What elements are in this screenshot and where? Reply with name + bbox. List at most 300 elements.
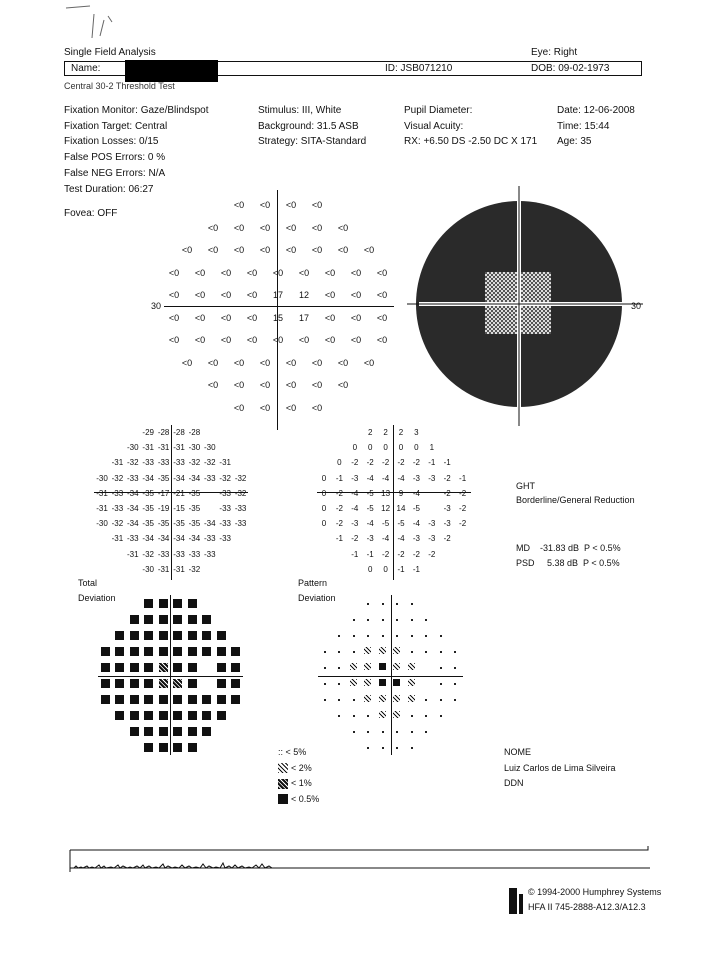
fovea-status: Fovea: OFF [64,208,118,219]
probability-dot [367,635,369,637]
probability-dot [396,619,398,621]
probability-square [188,727,197,736]
probability-square [144,679,153,688]
threshold-value: <0 [376,335,388,345]
probability-dot [338,635,340,637]
patient-dob: DOB: 09-02-1973 [531,63,610,74]
probability-dot [338,715,340,717]
param-line: Fixation Losses: 0/15 [64,136,159,148]
total-deviation-value: -35 [142,504,154,513]
threshold-value: <0 [298,267,310,278]
grayscale-plot [407,186,647,426]
symbol-2pct-icon [278,763,288,773]
threshold-value: <0 [324,290,336,300]
probability-dot [367,619,369,621]
total-deviation-value: -32 [234,473,247,483]
probability-square [217,647,226,656]
probability-square [159,663,168,672]
param-line: Date: 12-06-2008 [557,105,635,116]
total-deviation-value: -34 [127,488,139,498]
probability-square [350,663,357,670]
probability-square [379,695,386,702]
pattern-deviation-value: -2 [397,549,405,559]
probability-square [364,663,371,670]
note-line: NOME [504,747,531,757]
probability-legend [278,745,319,807]
pattern-deviation-probability-map [318,595,468,755]
pattern-deviation-value: -1 [443,458,451,468]
total-deviation-value: -34 [188,473,201,483]
params-mid [258,103,366,150]
threshold-value: <0 [220,290,232,300]
ght-value: Borderline/General Reduction [516,495,635,505]
probability-dot [353,731,355,733]
param-line: False POS Errors: 0 % [64,152,166,164]
probability-square [130,647,139,656]
threshold-value: <0 [207,380,219,390]
total-deviation-value: -33 [157,549,170,559]
probability-dot [396,731,398,733]
probability-dot [396,747,398,749]
probability-dot [440,699,442,701]
probability-dot [411,603,413,605]
total-deviation-value: -32 [111,519,124,529]
probability-square [159,647,168,656]
threshold-value: <0 [350,290,362,300]
param-line: Visual Acuity: [404,120,464,132]
probability-dot [411,635,413,637]
probability-dot [353,619,355,621]
total-deviation-value: -32 [234,488,247,498]
probability-dot [324,699,326,701]
pattern-deviation-value: -2 [382,549,390,559]
threshold-value: <0 [168,335,180,345]
pattern-deviation-value: -3 [428,519,436,529]
pattern-deviation-value: -2 [397,458,405,468]
pattern-deviation-value: -4 [412,519,420,529]
pattern-deviation-value: -2 [351,458,359,468]
pattern-deviation-value: -2 [443,488,451,498]
pattern-deviation-value: -5 [412,504,420,513]
brand-bar-2 [519,894,523,914]
footer-model: HFA II 745-2888-A12.3/A12.3 [528,902,646,912]
total-deviation-value: -35 [188,519,201,529]
probability-dot [440,635,442,637]
probability-square [202,631,211,640]
redaction-box [125,60,218,82]
total-deviation-value: -33 [127,534,139,544]
threshold-value: <0 [194,335,206,345]
pattern-deviation-value: 0 [398,443,404,453]
threshold-value: <0 [168,290,180,300]
total-deviation-value: -34 [142,473,154,483]
total-deviation-value: -34 [173,473,185,483]
threshold-value: 15 [272,312,283,323]
total-deviation-value: -32 [204,458,216,468]
patient-id: ID: JSB071210 [385,63,453,74]
legend-text: < 1% [291,778,312,788]
probability-square [217,679,226,688]
threshold-value: <0 [298,335,310,345]
probability-dot [411,731,413,733]
eye-label: Eye: Right [531,47,578,58]
pattern-deviation-value: 0 [414,443,419,453]
axis-label-right: 30 [631,301,642,311]
total-deviation-value: -32 [127,458,139,468]
legend-item [278,761,319,777]
probability-square [173,695,182,704]
param-line: Background: 31.5 ASB [258,120,359,132]
probability-square [115,663,124,672]
pattern-deviation-value: 0 [367,443,373,453]
total-deviation-value: -33 [142,458,154,468]
probability-dot [425,731,427,733]
probability-square [130,615,139,624]
param-line: Test Duration: 06:27 [64,183,154,195]
probability-square [101,679,110,688]
probability-square [115,711,124,720]
probability-square [188,679,197,688]
probability-square [173,647,182,656]
threshold-value: <0 [376,290,388,300]
threshold-value: <0 [233,380,245,390]
total-deviation-value: -17 [157,488,170,498]
probability-square [188,599,197,608]
probability-dot [382,603,384,605]
total-deviation-value: -30 [96,519,108,529]
probability-square [173,679,182,688]
probability-square [188,743,197,752]
pattern-deviation-value: 2 [367,428,373,437]
pattern-deviation-value: -3 [412,534,420,544]
threshold-value: <0 [350,312,362,323]
total-deviation-value: -31 [96,488,108,498]
total-deviation-value: -33 [219,534,231,544]
probability-square [364,647,371,654]
param-line: RX: +6.50 DS -2.50 DC X 171 [404,136,538,148]
pattern-deviation-value: -4 [351,488,359,498]
total-deviation-value: -34 [127,504,139,513]
pattern-deviation-value: 0 [383,443,388,453]
pattern-deviation-value [424,501,440,516]
probability-square [130,727,139,736]
probability-square [408,663,415,670]
total-deviation-value: -34 [127,519,139,529]
probability-square [202,711,211,720]
probability-square [144,695,153,704]
threshold-value: <0 [220,312,232,323]
name-label: Name: [71,63,101,74]
params-right [404,103,537,150]
probability-dot [382,619,384,621]
pattern-deviation-value: -2 [335,504,343,513]
tp-axis-v [170,595,171,755]
pattern-deviation-value: -3 [351,519,359,529]
pattern-deviation-value: 12 [381,504,391,513]
pattern-deviation-value: -2 [382,458,390,468]
probability-square [364,695,371,702]
probability-square [408,695,415,702]
total-deviation-value: -30 [142,564,154,574]
pattern-deviation-value: -1 [366,549,374,559]
pattern-deviation-value: 3 [414,428,419,437]
probability-dot [367,715,369,717]
threshold-value: <0 [194,267,206,278]
notes [504,745,616,792]
total-deviation-value: -35 [173,519,185,529]
label-line: Total [78,578,98,588]
threshold-value: <0 [233,402,245,413]
total-deviation-value: -34 [157,534,170,544]
probability-dot [367,747,369,749]
total-deviation-probability-map [98,595,248,755]
probability-dot [440,651,442,653]
probability-square [101,695,110,704]
total-deviation-value: -35 [188,488,201,498]
probability-square [231,695,240,704]
total-deviation-value: -31 [127,549,139,559]
threshold-value: <0 [207,245,219,255]
probability-square [188,631,197,640]
pattern-deviation-value: -2 [459,519,467,529]
probability-dot [454,683,456,685]
probability-square [159,615,168,624]
probability-square [173,631,182,640]
total-deviation-value: -28 [173,428,185,437]
total-deviation-value: -33 [234,519,247,529]
total-deviation-value: -31 [157,443,170,453]
threshold-value: <0 [259,200,271,210]
pattern-deviation-value: -2 [443,473,451,483]
total-deviation-value: -31 [111,534,124,544]
pattern-deviation-value: -1 [459,473,467,483]
brand-bar [509,888,517,914]
probability-square [393,647,400,654]
pattern-deviation-value: -4 [397,473,405,483]
total-deviation-value: -31 [173,564,185,574]
pattern-deviation-value: -4 [382,534,390,544]
probability-dot [353,715,355,717]
pattern-deviation-value: 14 [396,504,406,513]
total-deviation-value: -34 [204,519,216,529]
probability-square [188,647,197,656]
threshold-value: <0 [233,245,245,255]
threshold-value: <0 [194,312,206,323]
total-deviation-numeric [94,425,264,585]
pattern-deviation-value: 0 [321,504,327,513]
legend-item [278,745,319,761]
total-deviation-value: -31 [173,443,185,453]
probability-dot [367,603,369,605]
threshold-value: <0 [259,380,271,390]
probability-square [101,663,110,672]
probability-dot [454,699,456,701]
probability-square [159,695,168,704]
pattern-deviation-value: -1 [428,458,436,468]
probability-square [130,695,139,704]
pattern-deviation-value: -1 [351,549,359,559]
total-deviation-value [202,501,218,516]
total-deviation-value: -33 [219,488,231,498]
probability-square [130,711,139,720]
pattern-deviation-value: -2 [443,534,451,544]
threshold-value: 17 [298,312,309,323]
threshold-value: <0 [311,245,323,255]
threshold-value: <0 [207,357,219,368]
threshold-value: <0 [311,402,323,413]
probability-square [173,743,182,752]
probability-square [408,679,415,686]
threshold-value: <0 [350,335,362,345]
total-deviation-value: -35 [157,519,170,529]
threshold-value: <0 [220,335,232,345]
probability-square [144,727,153,736]
threshold-axis-h [164,306,394,307]
threshold-value: <0 [246,290,258,300]
footer-copyright: © 1994-2000 Humphrey Systems [528,887,662,897]
probability-square [231,647,240,656]
total-deviation-value: -34 [142,534,154,544]
total-deviation-value: -30 [96,473,108,483]
pattern-deviation-value: 0 [352,443,358,453]
threshold-value: <0 [285,245,297,255]
probability-square [159,599,168,608]
total-deviation-value: -33 [111,488,124,498]
probability-square [173,599,182,608]
threshold-value: <0 [181,357,193,368]
probability-dot [454,651,456,653]
threshold-value: <0 [285,380,297,390]
total-deviation-value [202,486,218,501]
probability-square [130,679,139,688]
pattern-deviation-value: -3 [428,534,436,544]
total-deviation-value: -35 [188,504,201,513]
threshold-value: <0 [337,380,349,390]
total-deviation-value: -32 [111,473,124,483]
probability-square [379,711,386,718]
total-deviation-value: -33 [204,534,216,544]
pattern-deviation-value: -5 [366,488,374,498]
threshold-value: <0 [233,200,245,210]
probability-square [188,695,197,704]
pattern-deviation-value: 0 [383,564,388,574]
gaze-tracking-trace [60,838,660,884]
total-deviation-value: -32 [219,473,231,483]
total-deviation-value: -33 [173,549,185,559]
threshold-value: <0 [363,357,375,368]
threshold-value: <0 [246,312,258,323]
probability-square [231,679,240,688]
probability-square [379,679,386,686]
pattern-deviation-value: 0 [321,519,327,529]
pp-axis-v [391,595,392,755]
total-deviation-value: -21 [173,488,185,498]
threshold-value: <0 [181,245,193,255]
probability-square [217,711,226,720]
threshold-value: <0 [285,200,297,210]
probability-dot [411,651,413,653]
label-line: Deviation [78,593,116,603]
threshold-value: <0 [259,357,271,368]
param-line: Stimulus: III, White [258,105,342,116]
probability-square [159,631,168,640]
total-deviation-value: -31 [157,564,170,574]
total-deviation-value: -35 [142,488,154,498]
label-line: Deviation [298,593,336,603]
probability-square [202,647,211,656]
probability-square [159,727,168,736]
probability-square [130,631,139,640]
threshold-value: <0 [272,267,284,278]
ght-label: GHT [516,481,535,491]
threshold-value: <0 [168,312,180,323]
legend-text: :: < 5% [278,747,307,757]
param-line: Pupil Diameter: [404,105,473,116]
probability-square [202,615,211,624]
pattern-deviation-value: -4 [382,473,390,483]
threshold-value: <0 [259,402,271,413]
probability-square [393,711,400,718]
legend-text: < 2% [291,762,312,773]
threshold-value: <0 [285,222,297,233]
probability-square [231,663,240,672]
symbol-1pct-icon [278,779,288,789]
pattern-deviation-value: -3 [428,473,436,483]
pattern-deviation-value: -4 [412,488,420,498]
total-deviation-value: -33 [111,504,124,513]
threshold-value: 12 [298,290,309,300]
total-deviation-value: -19 [157,504,170,513]
threshold-value: <0 [246,267,258,278]
probability-dot [440,715,442,717]
probability-square [144,647,153,656]
probability-dot [338,667,340,669]
total-deviation-value: -28 [188,428,201,437]
probability-square [217,663,226,672]
param-line: False NEG Errors: N/A [64,167,166,179]
threshold-value: 17 [272,290,283,300]
pattern-deviation-value: -2 [335,488,343,498]
total-deviation-value: -33 [173,458,185,468]
probability-dot [396,603,398,605]
pattern-deviation-value: -4 [351,504,359,513]
total-deviation-value: -30 [204,443,216,453]
probability-square [217,631,226,640]
probability-square [144,743,153,752]
probability-dot [440,683,442,685]
threshold-value: <0 [233,357,245,368]
note-line: Luiz Carlos de Lima Silveira [504,762,616,773]
pattern-deviation-value: 1 [429,443,435,453]
total-deviation-value: -31 [219,458,231,468]
total-deviation-value: -33 [204,549,216,559]
total-deviation-value: -28 [157,428,170,437]
pattern-deviation-value: -1 [335,473,343,483]
total-deviation-value: -35 [157,473,170,483]
probability-dot [353,635,355,637]
pattern-deviation-value: -1 [335,534,343,544]
probability-dot [425,715,427,717]
total-deviation-value: -33 [188,549,201,559]
pattern-deviation-value: -2 [412,549,420,559]
pattern-deviation-value: 0 [337,458,342,468]
probability-square [144,615,153,624]
param-line: Time: 15:44 [557,120,610,132]
probability-square [115,647,124,656]
probability-dot [338,699,340,701]
probability-square [188,711,197,720]
threshold-value: <0 [376,312,388,323]
